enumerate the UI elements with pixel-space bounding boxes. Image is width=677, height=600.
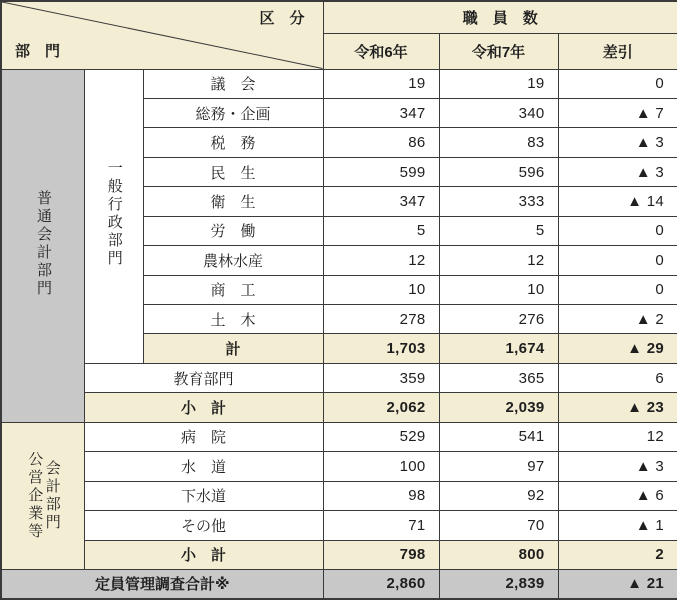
- value-r7: 92: [439, 481, 558, 510]
- row-label: 下水道: [84, 481, 323, 510]
- value-r6: 86: [323, 128, 439, 157]
- row-label: その他: [84, 511, 323, 540]
- value-diff: ▲ 7: [558, 98, 677, 127]
- value-diff: ▲ 3: [558, 157, 677, 186]
- value-diff: 0: [558, 216, 677, 245]
- row-label: 商 工: [143, 275, 323, 304]
- value-r6: 2,062: [323, 393, 439, 422]
- subtotal-row-public-enterprise: [1, 540, 677, 569]
- table-row: [1, 69, 677, 98]
- group-label-general-admin: 一般行政部門: [105, 160, 123, 269]
- value-r7: 365: [439, 363, 558, 392]
- row-label: 衛 生: [143, 187, 323, 216]
- value-r6: 19: [323, 69, 439, 98]
- value-r6: 100: [323, 452, 439, 481]
- table-row: [1, 452, 677, 481]
- row-label: 病 院: [84, 422, 323, 451]
- table-row: [1, 481, 677, 510]
- row-label: 小 計: [84, 393, 323, 422]
- value-r7: 1,674: [439, 334, 558, 363]
- value-r7: 10: [439, 275, 558, 304]
- value-diff: ▲ 14: [558, 187, 677, 216]
- group-cell-general-admin: [84, 69, 143, 363]
- value-r6: 71: [323, 511, 439, 540]
- value-diff: 0: [558, 275, 677, 304]
- value-r6: 599: [323, 157, 439, 186]
- value-diff: 12: [558, 422, 677, 451]
- value-r6: 2,860: [323, 569, 439, 599]
- value-diff: 2: [558, 540, 677, 569]
- value-r6: 1,703: [323, 334, 439, 363]
- row-label: 民 生: [143, 157, 323, 186]
- row-label: 計: [143, 334, 323, 363]
- corner-label-kubun: 区 分: [259, 10, 305, 27]
- row-label: 定員管理調査合計※: [1, 569, 323, 599]
- corner-label-bumon: 部 門: [15, 42, 61, 60]
- value-diff: ▲ 6: [558, 481, 677, 510]
- value-r7: 541: [439, 422, 558, 451]
- value-r6: 12: [323, 246, 439, 275]
- value-r6: 529: [323, 422, 439, 451]
- value-r7: 5: [439, 216, 558, 245]
- value-diff: ▲ 3: [558, 128, 677, 157]
- header-col-difference: 差引: [558, 33, 677, 69]
- row-label: 議 会: [143, 69, 323, 98]
- value-diff: ▲ 29: [558, 334, 677, 363]
- table-row: [1, 363, 677, 392]
- row-label: 総務・企画: [143, 98, 323, 127]
- value-diff: 0: [558, 69, 677, 98]
- subtotal-row-general-account: [1, 393, 677, 422]
- value-r7: 19: [439, 69, 558, 98]
- value-r7: 2,839: [439, 569, 558, 599]
- value-r7: 2,039: [439, 393, 558, 422]
- value-r7: 83: [439, 128, 558, 157]
- value-diff: ▲ 3: [558, 452, 677, 481]
- group-label-public-enterprise-line2: 会計部門: [43, 459, 61, 532]
- value-r6: 359: [323, 363, 439, 392]
- value-r7: 333: [439, 187, 558, 216]
- value-diff: 0: [558, 246, 677, 275]
- value-r6: 798: [323, 540, 439, 569]
- value-r7: 276: [439, 305, 558, 334]
- value-diff: ▲ 21: [558, 569, 677, 599]
- group-label-general-account: 普通会計部門: [35, 189, 52, 298]
- group-cell-general-account: [1, 69, 84, 422]
- value-r6: 5: [323, 216, 439, 245]
- row-label: 教育部門: [84, 363, 323, 392]
- row-label: 農林水産: [143, 246, 323, 275]
- row-label: 労 働: [143, 216, 323, 245]
- value-diff: ▲ 2: [558, 305, 677, 334]
- value-r6: 98: [323, 481, 439, 510]
- table-row: [1, 422, 677, 451]
- value-r7: 596: [439, 157, 558, 186]
- header-col-reiwa6: 令和6年: [323, 33, 439, 69]
- value-r6: 347: [323, 98, 439, 127]
- value-r6: 10: [323, 275, 439, 304]
- value-r6: 278: [323, 305, 439, 334]
- header-staff-count: 職 員 数: [323, 1, 677, 33]
- table-row: [1, 511, 677, 540]
- value-r7: 340: [439, 98, 558, 127]
- group-cell-public-enterprise: [1, 422, 84, 569]
- value-diff: ▲ 23: [558, 393, 677, 422]
- value-r7: 12: [439, 246, 558, 275]
- row-label: 小 計: [84, 540, 323, 569]
- header-col-reiwa7: 令和7年: [439, 33, 558, 69]
- value-diff: ▲ 1: [558, 511, 677, 540]
- value-diff: 6: [558, 363, 677, 392]
- row-label: 水 道: [84, 452, 323, 481]
- header-row-top: [1, 1, 677, 33]
- grand-total-row: [1, 569, 677, 599]
- row-label: 税 務: [143, 128, 323, 157]
- corner-header-cell: [1, 1, 323, 69]
- group-label-public-enterprise-line1: 公営企業等: [26, 450, 44, 541]
- value-r7: 70: [439, 511, 558, 540]
- value-r7: 800: [439, 540, 558, 569]
- row-label: 土 木: [143, 305, 323, 334]
- value-r7: 97: [439, 452, 558, 481]
- value-r6: 347: [323, 187, 439, 216]
